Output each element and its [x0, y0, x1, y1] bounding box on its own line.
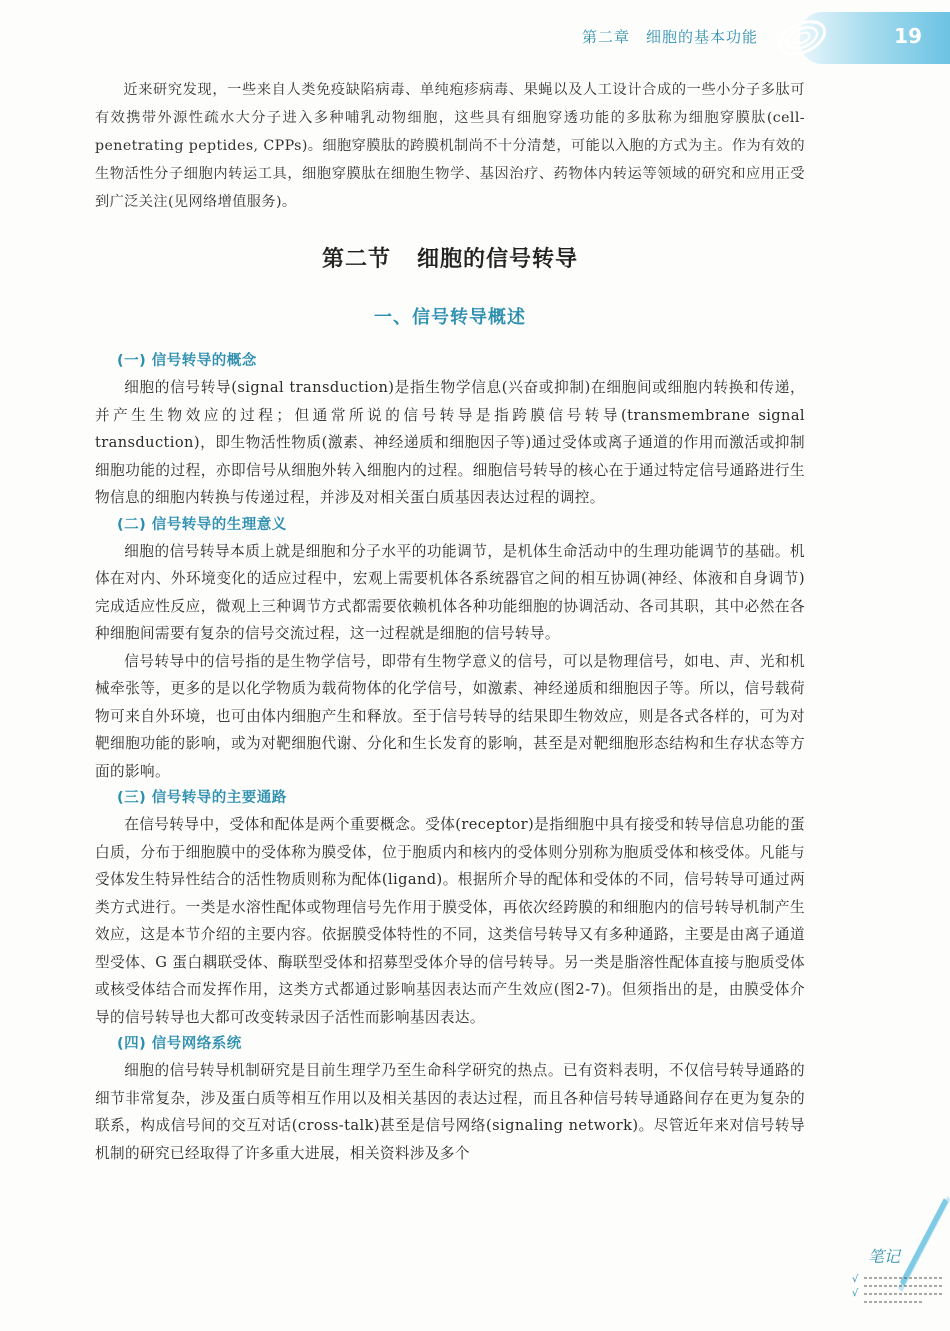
subsection-heading: 一、信号转导概述	[374, 307, 526, 328]
paragraph: 细胞的信号转导(signal transduction)是指生物学信息(兴奋或抑制)在细胞间或细胞内转换和传递，并产生生物效应的过程；但通常所说的信号转导是指跨膜信号转导(transmembrane signal transduction)，即生物活性物质(激素、神经递质和细胞因子等)通过受体或离子通道的作用而激活或抑制细胞功能的过程，亦即信号从细胞外转入细胞内的过程。细胞信号转导的核心在于通过特定信号通路进行生物信息的细胞内转换与传递过程，并涉及对相关蛋白质基因表达过程的调控。	[95, 379, 805, 506]
part-heading: (一) 信号转导的概念	[117, 353, 257, 369]
svg-text:√: √	[852, 1274, 859, 1285]
paragraph: 信号转导中的信号指的是生物学信号，即带有生物学意义的信号，可以是物理信号，如电、声、光和机械牵张等，更多的是以化学物质为载荷物体的化学信号，如激素、神经递质和细胞因子等。所以，信号载荷物可来自外环境，也可由体内细胞产生和释放。至于信号转导的结果即生物效应，则是各式各样的，可为对靶细胞功能的影响，或为对靶细胞代谢、分化和生长发育的影响，甚至是对靶细胞形态结构和生存状态等方面的影响。	[95, 652, 805, 780]
notes-lines-icon	[852, 1270, 942, 1310]
paragraph: 在信号转导中，受体和配体是两个重要概念。受体(receptor)是指细胞中具有接受和转导信息功能的蛋白质，分布于细胞膜中的受体称为膜受体，位于胞质内和核内的受体则分别称为胞质受体和核受体。凡能与受体发生特异性结合的活性物质则称为配体(ligand)。根据所介导的配体和受体的不同，信号转导可通过两类方式进行。一类是水溶性配体或物理信号先作用于膜受体，再依次经跨膜的和细胞内的信号转导机制产生效应，这是本节介绍的主要内容。依据膜受体特性的不同，这类信号转导又有多种通路，主要是由离子通道型受体、G 蛋白耦联受体、酶联型受体和招募型受体介导的信号转导。另一类是脂溶性配体直接与胞质受体或核受体结合而发挥作用，这类方式都通过影响基因表达而产生效应(图2-7)。但须指出的是，由膜受体介导的信号转导也大都可改变转录因子活性而影响基因表达。	[95, 816, 805, 1026]
section-heading	[95, 236, 805, 284]
notes-label: 笔记	[867, 1247, 900, 1266]
section-title: 细胞的信号转导	[417, 247, 579, 272]
paragraph: 细胞的信号转导本质上就是细胞和分子水平的功能调节，是机体生命活动中的生理功能调节的基础。机体在对内、外环境变化的适应过程中，宏观上需要机体各系统器官之间的相互协调(神经、体液和自身调节)完成适应性反应，微观上三种调节方式都需要依赖机体各种功能细胞的协调活动、各司其职，其中必然在各种细胞间需要有复杂的信号交流过程，这一过程就是细胞的信号转导。	[95, 542, 805, 642]
paragraph: 细胞的信号转导机制研究是目前生理学乃至生命科学研究的热点。已有资料表明，不仅信号转导通路的细节非常复杂，涉及蛋白质等相互作用以及相关基因的表达过程，而且各种信号转导通路间存在更为复杂的联系，构成信号间的交互对话(cross-talk)甚至是信号网络(signaling network)。尽管近年来对信号转导机制的研究已经取得了许多重大进展，相关资料涉及多个	[95, 1062, 805, 1162]
swirl-logo-icon	[774, 10, 830, 66]
chapter-title: 细胞的基本功能	[645, 28, 758, 46]
intro-box	[95, 76, 805, 216]
intro-paragraph: 近来研究发现，一些来自人类免疫缺陷病毒、单纯疱疹病毒、果蝇以及人工设计合成的一些小分子多肽可有效携带外源性疏水大分子进入多种哺乳动物细胞，这些具有细胞穿透功能的多肽称为细胞穿膜肽(cell-penetrating peptides, CPPs)。细胞穿膜肽的跨膜机制尚不十分清楚，可能以入胞的方式为主。作为有效的生物活性分子细胞内转运工具，细胞穿膜肽在细胞生物学、基因治疗、药物体内转运等领域的研究和应用正受到广泛关注(见网络增值服务)。	[95, 82, 805, 210]
part-heading: (四) 信号网络系统	[117, 1036, 242, 1052]
svg-text:√: √	[852, 1288, 859, 1299]
part-heading: (三) 信号转导的主要通路	[117, 790, 287, 806]
page-body	[95, 76, 805, 1167]
section-number: 第二节	[321, 247, 391, 272]
running-head	[582, 26, 758, 47]
page-number: 19	[894, 24, 922, 48]
chapter-number: 第二章	[581, 28, 630, 46]
part-heading: (二) 信号转导的生理意义	[117, 516, 287, 533]
page-header	[0, 0, 950, 70]
